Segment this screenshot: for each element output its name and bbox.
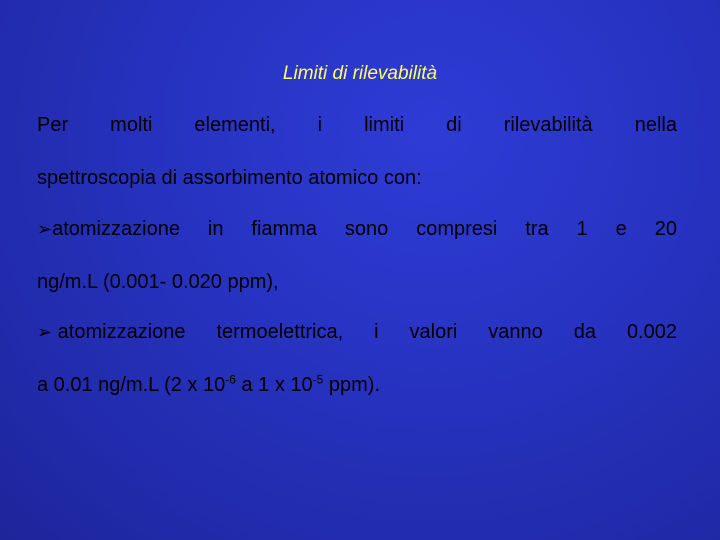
intro-word: nella: [634, 114, 677, 136]
bullet-2-word: i: [374, 321, 379, 343]
bullet-1-word: compresi: [416, 218, 498, 240]
bullet-2-word: atomizzazione: [57, 321, 186, 343]
bullet-2-text-c: ppm).: [323, 374, 381, 396]
intro-line-1: [37, 114, 677, 137]
intro-line-2: spettroscopia di assorbimento atomico con:: [37, 167, 422, 189]
bullet-2-word: valori: [409, 321, 458, 343]
intro-word: rilevabilità: [503, 114, 593, 136]
bullet-2-word: da: [573, 321, 596, 343]
bullet-2-text-b: a 1 x 10: [235, 374, 313, 396]
bullet-1-first: [37, 218, 180, 241]
bullet-1-word: e: [615, 218, 627, 240]
bullet-2-first: [37, 321, 186, 344]
intro-word: molti: [110, 114, 153, 136]
exponent-1: -6: [225, 372, 236, 387]
exponent-2: -5: [312, 372, 324, 387]
intro-word: i: [317, 114, 323, 136]
arrow-bullet-icon: ➢: [37, 219, 53, 240]
bullet-1-word: tra: [525, 218, 549, 240]
intro-word: elementi,: [194, 114, 276, 136]
bullet-2-text-a: a 0.01 ng/m.L (2 x 10: [37, 374, 226, 396]
bullet-2-word: vanno: [488, 321, 543, 343]
slide-title: Limiti di rilevabilità: [282, 63, 438, 84]
bullet-1-word: 20: [654, 218, 677, 240]
bullet-1-word: fiamma: [251, 218, 317, 240]
bullet-1-line-2: ng/m.L (0.001- 0.020 ppm),: [37, 271, 279, 293]
bullet-1-word: sono: [344, 218, 389, 240]
arrow-bullet-icon: ➢: [37, 322, 53, 343]
bullet-2-line-1: [37, 321, 677, 344]
intro-word: limiti: [364, 114, 405, 136]
bullet-1-word: in: [207, 218, 224, 240]
bullet-1-word: atomizzazione: [52, 218, 180, 240]
intro-word: Per: [37, 114, 69, 136]
bullet-2-word: termoelettrica,: [216, 321, 344, 343]
bullet-1-word: 1: [576, 218, 588, 240]
intro-word: di: [446, 114, 462, 136]
bullet-1-line-1: [37, 218, 677, 241]
bullet-2-line-2: [37, 374, 380, 397]
bullet-2-word: 0.002: [626, 321, 677, 343]
